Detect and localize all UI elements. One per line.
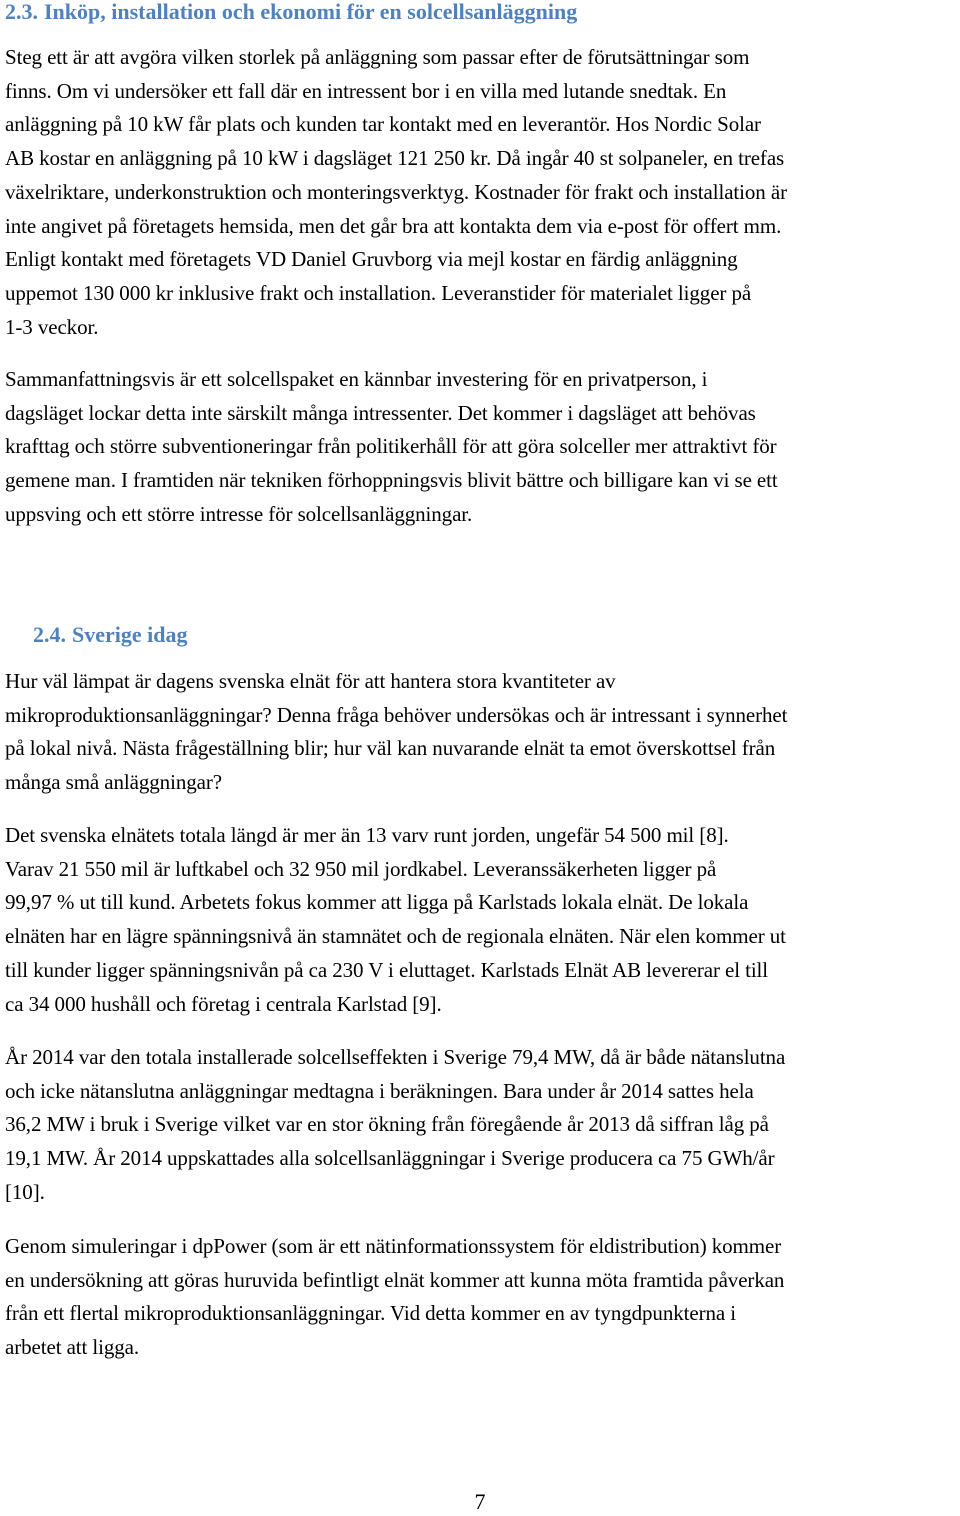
paragraph-line: finns. Om vi undersöker ett fall där en intressent bor i en villa med lutande snedtak. En: [5, 78, 727, 103]
paragraph-question: [5, 665, 960, 800]
section-title: Sverige idag: [72, 622, 188, 647]
paragraph-line: anläggning på 10 kW får plats och kunden tar kontakt med en leverantör. Hos Nordic Solar: [5, 112, 761, 137]
paragraph-line: [10].: [5, 1179, 45, 1204]
section-heading-2-3: [5, 0, 577, 26]
paragraph-line: AB kostar en anläggning på 10 kW i dagsläget 121 250 kr. Då ingår 40 st solpaneler, en trefas: [5, 146, 785, 171]
paragraph-line: arbetet att ligga.: [5, 1335, 140, 1360]
paragraph-line: dagsläget lockar detta inte särskilt många intressenter. Det kommer i dagsläget att behövas: [5, 400, 756, 425]
paragraph-line: krafttag och större subventioneringar från politikerhåll för att göra solceller mer attraktivt för: [5, 434, 777, 459]
paragraph-solar-statistics: [5, 1041, 960, 1210]
paragraph-line: Steg ett är att avgöra vilken storlek på anläggning som passar efter de förutsättningar som: [5, 45, 750, 69]
paragraph-line: 99,97 % ut till kund. Arbetets fokus kommer att ligga på Karlstads lokala elnät. De lokala: [5, 890, 749, 915]
paragraph-line: mikroproduktionsanläggningar? Denna fråga behöver undersökas och är intressant i synnerhet: [5, 702, 788, 727]
section-number: 2.3.: [5, 0, 38, 24]
section-title: Inköp, installation och ekonomi för en solcellsanläggning: [44, 0, 578, 24]
paragraph-line: Varav 21 550 mil är luftkabel och 32 950 mil jordkabel. Leveranssäkerheten ligger på: [5, 856, 717, 881]
paragraph-line: många små anläggningar?: [5, 770, 222, 795]
page-number: 7: [474, 1489, 486, 1514]
paragraph-grid-facts: [5, 819, 960, 1021]
paragraph-line: Det svenska elnätets totala längd är mer än 13 varv runt jorden, ungefär 54 500 mil [8].: [5, 823, 729, 847]
paragraph-line: Hur väl lämpat är dagens svenska elnät för att hantera stora kvantiteter av: [5, 669, 616, 693]
paragraph-line: på lokal nivå. Nästa frågeställning blir; hur väl kan nuvarande elnät ta emot överskottsel från: [5, 736, 776, 761]
paragraph-line: och icke nätanslutna anläggningar medtagna i beräkningen. Bara under år 2014 sattes hela: [5, 1078, 754, 1103]
paragraph-purchase-installation: [5, 41, 960, 344]
paragraph-line: till kunder ligger spänningsnivån på ca 230 V i eluttaget. Karlstads Elnät AB levererar el till: [5, 957, 769, 982]
paragraph-line: elnäten har en lägre spänningsnivå än stamnätet och de regionala elnäten. När elen kommer ut: [5, 924, 786, 949]
paragraph-line: en undersökning att göras huruvida befintligt elnät kommer att kunna möta framtida påverkan: [5, 1267, 785, 1292]
paragraph-line: gemene man. I framtiden när tekniken förhoppningsvis blivit bättre och billigare kan vi se ett: [5, 468, 778, 493]
section-number: 2.4.: [33, 622, 66, 647]
paragraph-line: uppemot 130 000 kr inklusive frakt och installation. Leveranstider för materialet ligger på: [5, 280, 752, 305]
paragraph-line: 1-3 veckor.: [5, 314, 99, 339]
paragraph-line: ca 34 000 hushåll och företag i centrala Karlstad [9].: [5, 991, 442, 1016]
paragraph-line: uppsving och ett större intresse för solcellsanläggningar.: [5, 501, 473, 526]
paragraph-line: inte angivet på företagets hemsida, men det går bra att kontakta dem via e-post för offert mm.: [5, 213, 782, 238]
paragraph-line: 19,1 MW. År 2014 uppskattades alla solcellsanläggningar i Sverige producera ca 75 GWh/år: [5, 1146, 775, 1171]
section-heading-2-4: [33, 621, 188, 649]
paragraph-simulation: [5, 1230, 960, 1365]
paragraph-line: från ett flertal mikroproduktionsanläggningar. Vid detta kommer en av tyngdpunkterna i: [5, 1301, 736, 1326]
paragraph-line: Sammanfattningsvis är ett solcellspaket en kännbar investering för en privatperson, i: [5, 367, 708, 391]
paragraph-line: Genom simuleringar i dpPower (som är ett nätinformationssystem för eldistribution) kommer: [5, 1234, 782, 1258]
paragraph-line: Enligt kontakt med företagets VD Daniel Gruvborg via mejl kostar en färdig anläggning: [5, 247, 738, 272]
paragraph-summary: [5, 363, 960, 532]
paragraph-line: växelriktare, underkonstruktion och monteringsverktyg. Kostnader för frakt och installation är: [5, 179, 787, 204]
paragraph-line: 36,2 MW i bruk i Sverige vilket var en stor ökning från föregående år 2013 då siffran låg på: [5, 1112, 769, 1137]
paragraph-line: År 2014 var den totala installerade solcellseffekten i Sverige 79,4 MW, då är både nätanslutna: [5, 1045, 786, 1069]
